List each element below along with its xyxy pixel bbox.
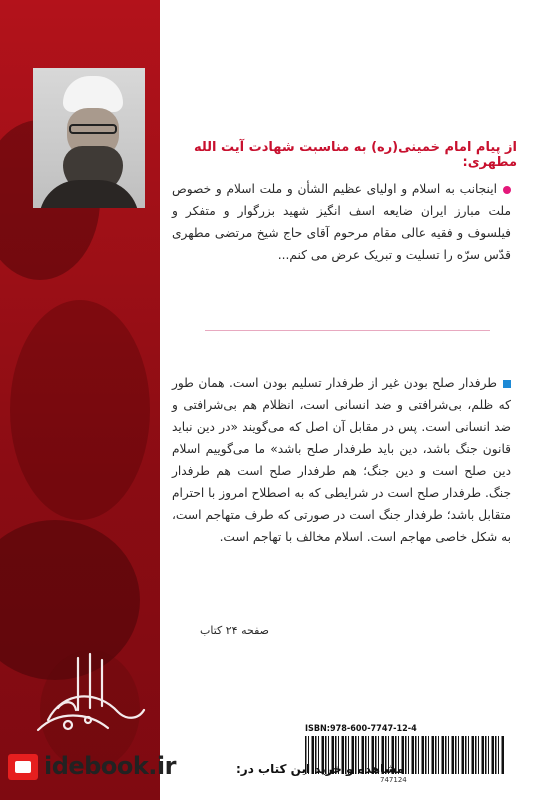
quote-paragraph-2 bbox=[172, 372, 511, 548]
isbn-label: ISBN:978-600-7747-12-4 bbox=[305, 724, 417, 734]
pink-bullet-icon bbox=[503, 186, 511, 194]
blue-bullet-icon bbox=[503, 380, 511, 388]
watermark-site-name[interactable]: idebook.ir bbox=[44, 752, 176, 780]
watermark-text: مشاهده و خرید این کتاب در: bbox=[236, 762, 405, 776]
paragraph-1-text: اینجانب به اسلام و اولیای عظیم الشأن و ملت اسلام و خصوص ملت مبارز ایران ضایعه اسف انگیز شهید بزرگوار و متفکر و فیلسوف و فقیه عالی مقام مرحوم آقای حاج شیخ مرتضی مطهری قدّس سرّه را تسلیت و تبریک عرض می کنم... bbox=[172, 182, 511, 262]
author-portrait bbox=[33, 68, 145, 208]
site-watermark bbox=[0, 748, 537, 788]
quote-heading: از پیام امام خمینی(ره) به مناسبت شهادت آیت الله مطهری: bbox=[193, 140, 517, 170]
portrait-glasses bbox=[69, 124, 117, 134]
barcode-number: 747124 bbox=[380, 776, 407, 784]
portrait-robe bbox=[39, 180, 139, 208]
paragraph-2-text: طرفدار صلح بودن غیر از طرفدار تسلیم بودن است. همان طور که ظلم، بی‌شرافتی و ضد انسانی است، انظلام هم بی‌شرافتی و ضد انسانی است. پس در مقابل آن اصل که می‌گویند «در دین نباید قانون جنگ باشد، دین باید طرفدار صلح باشد» ما می‌گوییم اسلام دین صلح است و دین جنگ؛ هم طرفدار صلح است هم طرفدار جنگ. طرفدار صلح است در شرایطی که به اصطلاح امروز با احترام متقابل باشد؛ طرفدار جنگ است در صورتی که طرف متهاجم است، به شکل خاصی مهاجم است. اسلام مخالف با تهاجم است. bbox=[172, 376, 511, 544]
quote-paragraph-1 bbox=[172, 178, 511, 266]
calligraphy-emblem bbox=[18, 650, 148, 750]
photo-shadow bbox=[10, 300, 150, 520]
book-logo-icon bbox=[8, 754, 38, 780]
page-reference: صفحه ۲۴ کتاب bbox=[200, 624, 269, 637]
portrait-turban bbox=[63, 76, 123, 112]
section-divider bbox=[205, 330, 490, 331]
